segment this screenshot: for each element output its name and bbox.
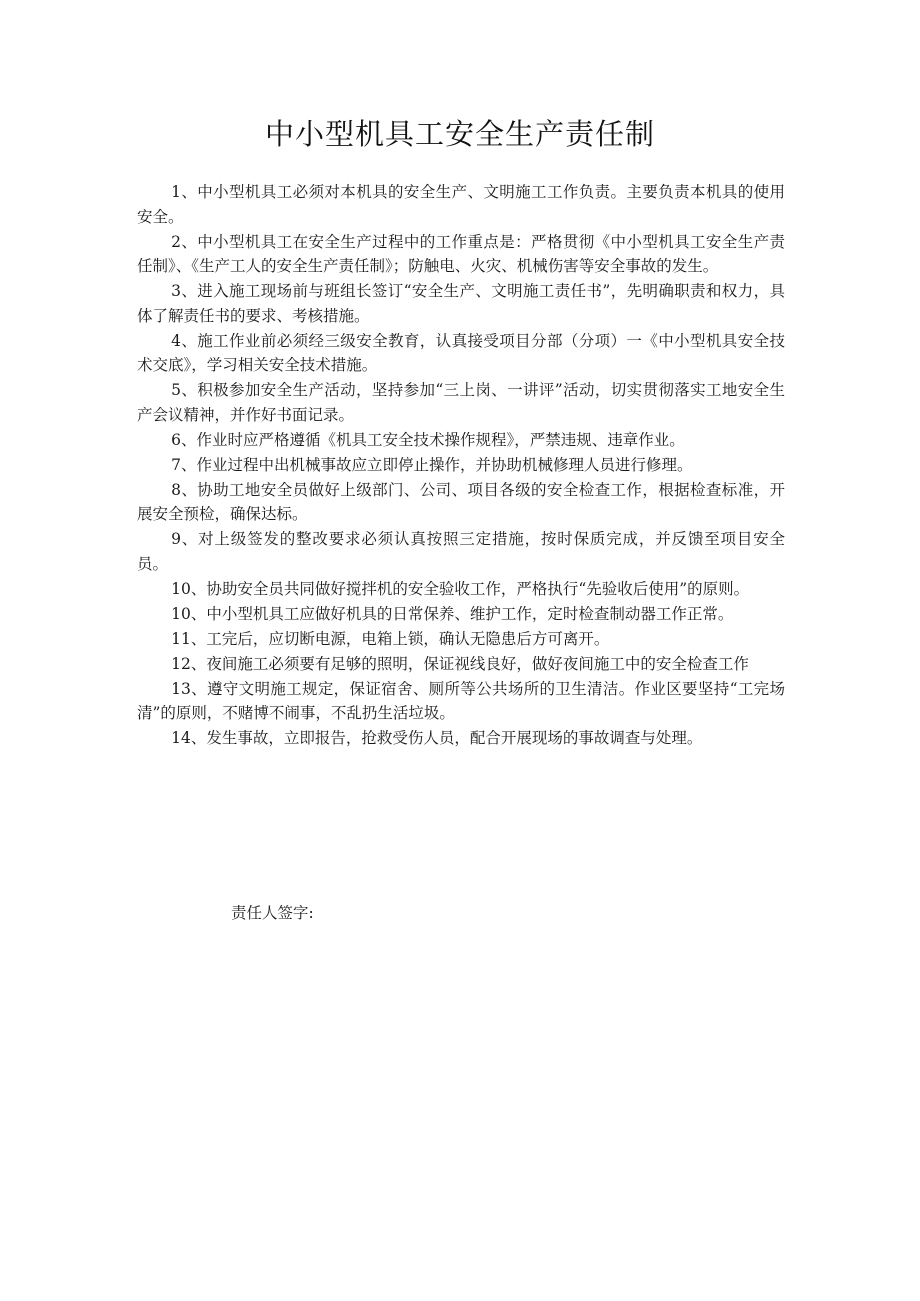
- clause-item: 7、作业过程中出机械事故应立即停止操作，并协助机械修理人员进行修理。: [171, 455, 693, 474]
- clause-item: 5、积极参加安全生产活动，坚持参加“三上岗、一讲评”活动，切实贯彻落实工地安全生产会议精神，并作好书面记录。: [137, 381, 785, 424]
- clause-item: 1、中小型机具工必须对本机具的安全生产、文明施工工作负责。主要负责本机具的使用安全。: [137, 183, 785, 226]
- signature-label: 责任人签字:: [231, 904, 314, 922]
- clause-item: 2、中小型机具工在安全生产过程中的工作重点是：严格贯彻《中小型机具工安全生产责任制》、《生产工人的安全生产责任制》；防触电、火灾、机械伤害等安全事故的发生。: [137, 232, 785, 275]
- clause-item: 9、对上级签发的整改要求必须认真按照三定措施，按时保质完成，并反馈至项目安全员。: [137, 530, 785, 573]
- clause-item: 8、协助工地安全员做好上级部门、公司、项目各级的安全检查工作，根据检查标准，开展安全预检，确保达标。: [137, 480, 785, 523]
- clause-item: 11、工完后，应切断电源，电箱上锁，确认无隐患后方可离开。: [171, 629, 610, 648]
- clause-item: 3、进入施工现场前与班组长签订“安全生产、文明施工责任书”，先明确职责和权力，具体了解责任书的要求、考核措施。: [137, 282, 785, 325]
- clause-item: 10、中小型机具工应做好机具的日常保养、维护工作，定时检查制动器工作正常。: [171, 604, 734, 623]
- clause-item: 4、施工作业前必须经三级安全教育，认真接受项目分部（分项）一《中小型机具安全技术交底》，学习相关安全技术措施。: [137, 331, 785, 374]
- clause-list: [137, 180, 785, 751]
- clause-item: 14、发生事故，立即报告，抢救受伤人员，配合开展现场的事故调查与处理。: [171, 729, 703, 747]
- document-title: 中小型机具工安全生产责任制: [264, 117, 655, 151]
- clause-item: 10、协助安全员共同做好搅拌机的安全验收工作，严格执行“先验收后使用”的原则。: [171, 579, 750, 598]
- clause-item: 13、遵守文明施工规定，保证宿舍、厕所等公共场所的卫生清洁。作业区要坚持“工完场清”的原则，不赌博不闹事，不乱扔生活垃圾。: [137, 679, 785, 722]
- clause-item: 12、夜间施工必须要有足够的照明，保证视线良好，做好夜间施工中的安全检查工作: [171, 654, 749, 673]
- clause-item: 6、作业时应严格遵循《机具工安全技术操作规程》，严禁违规、违章作业。: [171, 430, 685, 449]
